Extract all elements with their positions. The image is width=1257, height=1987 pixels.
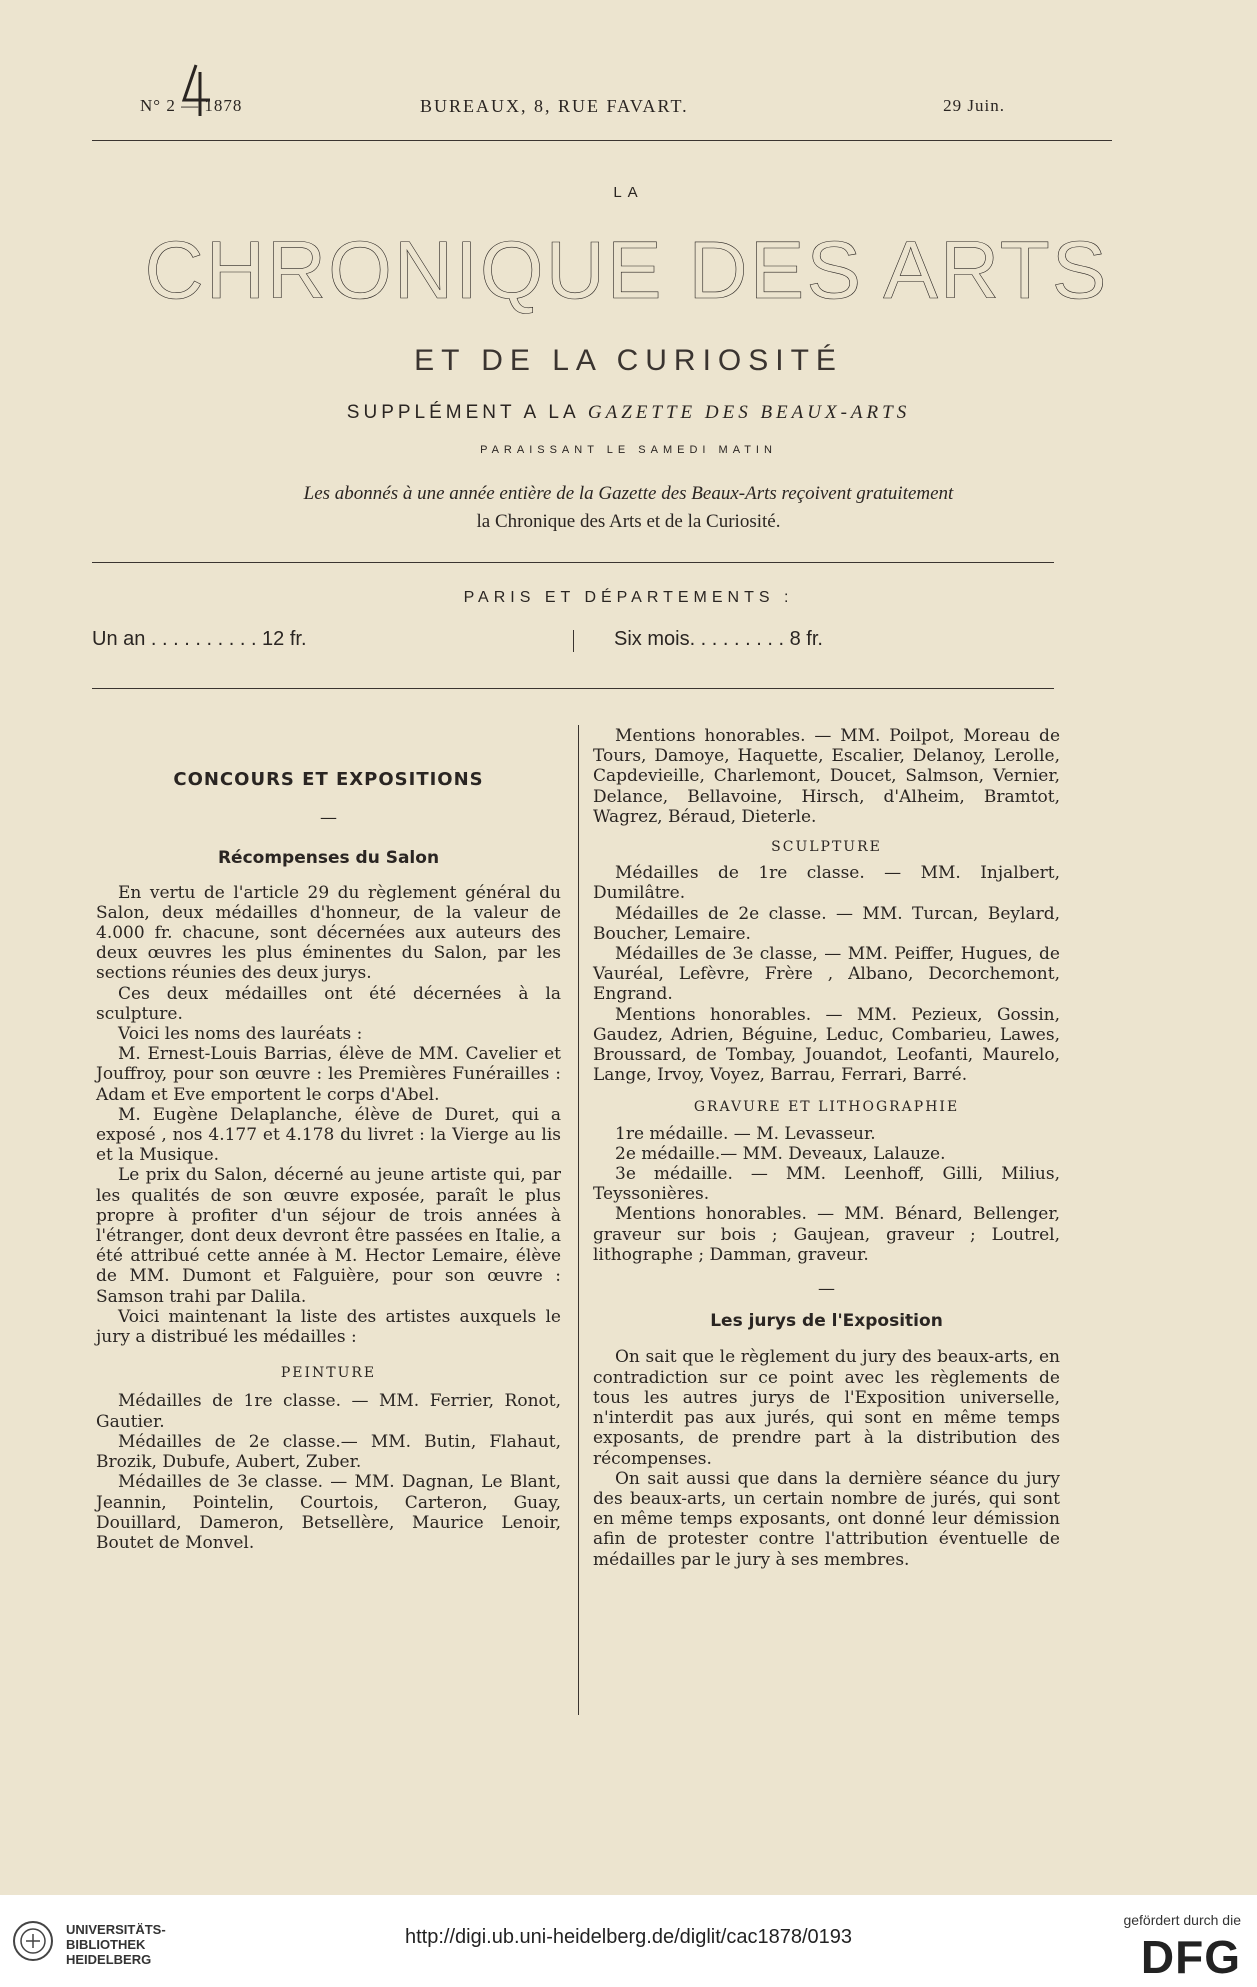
paragraph: On sait que le règlement du jury des beaux-arts, en contradiction sur ce point avec les règlements de tous les autres jurys de l'Exposition universelle, n'interdit pas aux jurés, qui sont en même temps exposants, de prendre part à la distribution des récompenses. xyxy=(593,1347,1060,1469)
medal-list: Médailles de 1re classe. — MM. Injalbert, Dumilâtre. xyxy=(593,863,1060,904)
gravure-heading: GRAVURE ET LITHOGRAPHIE xyxy=(693,1099,960,1116)
paragraph: Voici les noms des lauréats : xyxy=(118,1024,363,1045)
jury-title: Les jurys de l'Exposition xyxy=(710,1311,943,1332)
medal-list: Médailles de 3e classe, — MM. Peiffer, Hugues, de Vauréal, Lefèvre, Frère , Albano, Decorchemont, Engrand. xyxy=(593,944,1060,1005)
paragraph: On sait aussi que dans la dernière séance du jury des beaux-arts, un certain nombre de jurés, qui sont en même temps exposants, ont donné leur démission afin de protester contre l'attribution éventuelle de médailles par le jury à ses membres. xyxy=(593,1468,1060,1570)
medal-list: 3e médaille. — MM. Leenhoff, Gilli, Milius, Teyssonières. xyxy=(593,1164,1060,1205)
supplement-gazette: GAZETTE DES BEAUX-ARTS xyxy=(587,402,911,423)
price-six-months: Six mois. . . . . . . . . 8 fr. xyxy=(614,628,823,650)
medal-list: 1re médaille. — M. Levasseur. xyxy=(615,1123,876,1144)
university-line: UNIVERSITÄTS- xyxy=(66,1922,166,1937)
medal-list: Mentions honorables. — MM. Bénard, Bellenger, graveur sur bois ; Gaujean, graveur ; Loutrel, lithographe ; Damman, graveur. xyxy=(593,1204,1060,1265)
masthead-subtitle: ET DE LA CURIOSITÉ xyxy=(414,344,843,377)
paragraph: Le prix du Salon, décerné au jeune artiste qui, par les qualités de son œuvre exposée, paraît le plus propre à profiter d'un séjour de trois années à l'étranger, dont deux devront être passées en Italie, a été attribué cette année à M. Hector Lemaire, élève de MM. Dumont et Falguière, pour son œuvre : Samson trahi par Dalila. xyxy=(96,1165,561,1307)
sculpture-heading: SCULPTURE xyxy=(771,839,882,856)
university-line: HEIDELBERG xyxy=(66,1952,152,1967)
issue-number: N° 2 — 1878 xyxy=(140,96,243,115)
masthead-la: LA xyxy=(613,184,644,201)
university-line: BIBLIOTHEK xyxy=(66,1937,146,1952)
masthead-rule xyxy=(92,562,1054,563)
office-address: BUREAUX, 8, RUE FAVART. xyxy=(420,96,689,116)
subsection-title: Récompenses du Salon xyxy=(217,848,440,869)
price-one-year: Un an . . . . . . . . . . 12 fr. xyxy=(92,628,307,650)
medal-list: Médailles de 2e classe.— MM. Butin, Flahaut, Brozik, Dubufe, Aubert, Zuber. xyxy=(96,1431,561,1473)
paragraph: Ces deux médailles ont été décernées à la sculpture. xyxy=(96,983,561,1024)
section-dash: — xyxy=(320,808,337,829)
medal-list: Mentions honorables. — MM. Pezieux, Gossin, Gaudez, Adrien, Béguine, Leduc, Combarieu, Lawes, Broussard, de Tombay, Jouandot, Leofanti, Maurelo, Lange, Irvoy, Voyez, Barrau, Ferrari, Barré. xyxy=(593,1004,1060,1086)
handwritten-number-mark xyxy=(176,60,216,120)
subscriber-note-line2: la Chronique des Arts et de la Curiosité. xyxy=(476,511,781,532)
section-dash: — xyxy=(818,1279,835,1300)
medal-list: Mentions honorables. — MM. Poilpot, Moreau de Tours, Damoye, Haquette, Escalier, Delanoy, Lerolle, Capdevieille, Charlemont, Doucet, Salmson, Vernier, Delance, Bellavoine, Hirsch, d'Alheim, Bramtot, Wagrez, Béraud, Dieterle. xyxy=(593,726,1060,827)
subscriber-note-line1: Les abonnés à une année entière de la Gazette des Beaux-Arts reçoivent gratuitement xyxy=(303,483,954,504)
funding-note: gefördert durch die xyxy=(1123,1912,1241,1928)
price-divider xyxy=(573,630,574,652)
subscriber-note xyxy=(0,480,1257,536)
header-rule xyxy=(92,140,1112,141)
medal-list: Médailles de 2e classe. — MM. Turcan, Beylard, Boucher, Lemaire. xyxy=(593,903,1060,944)
paragraph: M. Ernest-Louis Barrias, élève de MM. Cavelier et Jouffroy, pour son œuvre : les Premières Funérailles : Adam et Eve emportent le corps d'Abel. xyxy=(96,1044,561,1105)
left-column xyxy=(96,728,561,1553)
supplement-prefix: SUPPLÉMENT A LA xyxy=(346,402,588,423)
paragraph: Voici maintenant la liste des artistes auxquels le jury a distribué les médailles : xyxy=(96,1306,561,1348)
medal-list: Médailles de 3e classe. — MM. Dagnan, Le Blant, Jeannin, Pointelin, Courtois, Carteron, Guay, Douillard, Dameron, Betsellère, Maurice Lenoir, Boutet de Monvel. xyxy=(96,1472,561,1553)
subscription-rule xyxy=(92,688,1054,689)
medal-list: 2e médaille.— MM. Deveaux, Lalauze. xyxy=(615,1143,946,1164)
supplement-line xyxy=(0,402,1257,424)
right-column xyxy=(593,726,1060,1570)
source-url-link[interactable]: http://digi.ub.uni-heidelberg.de/diglit/cac1878/0193 xyxy=(405,1926,852,1948)
medal-list: Médailles de 1re classe. — MM. Ferrier, Ronot, Gautier. xyxy=(96,1391,561,1432)
masthead-title: CHRONIQUE DES ARTS xyxy=(144,225,1109,316)
dfg-logo: DFG xyxy=(1140,1931,1241,1983)
paragraph: M. Eugène Delaplanche, élève de Duret, qui a exposé , nos 4.177 et 4.178 du livret : la Vierge au lis et la Musique. xyxy=(96,1104,561,1166)
section-title: CONCOURS ET EXPOSITIONS xyxy=(173,769,484,790)
subscription-heading: PARIS ET DÉPARTEMENTS : xyxy=(463,589,794,606)
publication-schedule: PARAISSANT LE SAMEDI MATIN xyxy=(480,444,777,456)
issue-date: 29 Juin. xyxy=(943,96,1005,115)
column-divider xyxy=(578,725,579,1715)
peinture-heading: PEINTURE xyxy=(280,1365,377,1382)
paragraph: En vertu de l'article 29 du règlement général du Salon, deux médailles d'honneur, de la valeur de 4.000 fr. chacune, sont décernées aux auteurs des deux œuvres les plus éminentes du Salon, par les sections réunies des deux jurys. xyxy=(96,882,561,984)
